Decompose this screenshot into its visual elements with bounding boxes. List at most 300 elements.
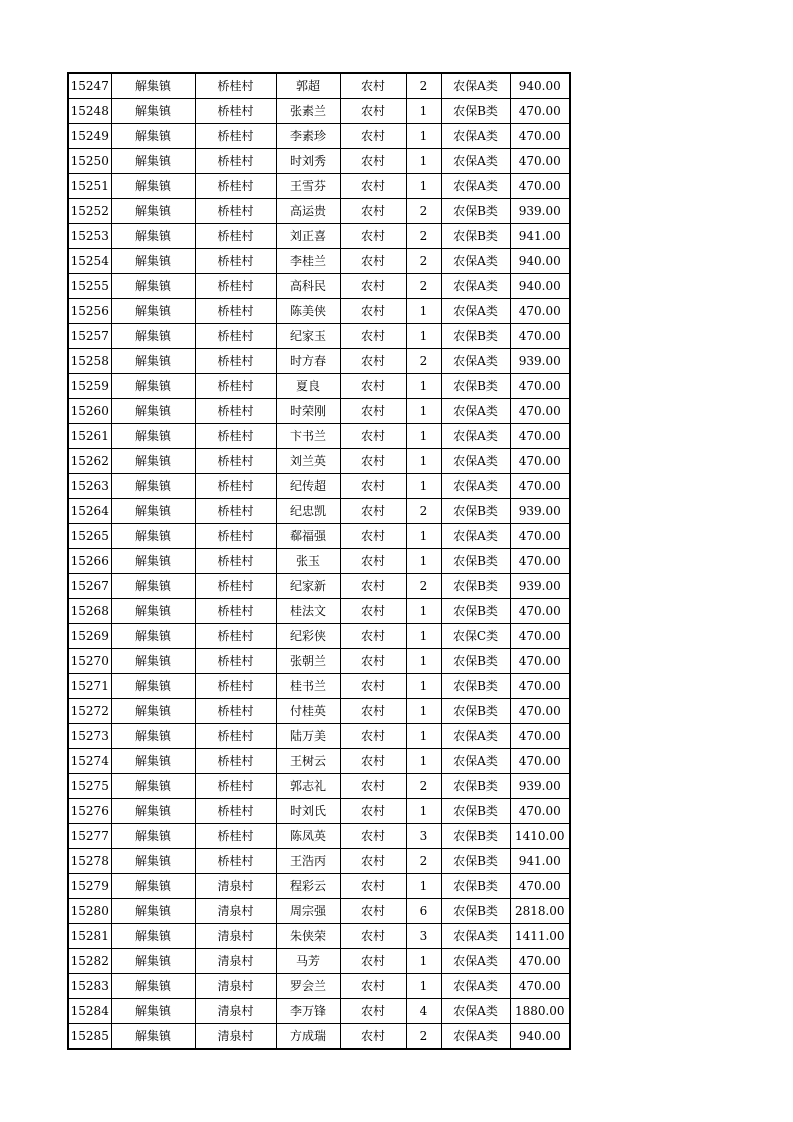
- person-count-cell: 4: [406, 999, 441, 1024]
- category-cell: 农保A类: [441, 949, 510, 974]
- record-id-cell: 15282: [68, 949, 111, 974]
- category-cell: 农保B类: [441, 199, 510, 224]
- village-cell: 桥桂村: [195, 199, 276, 224]
- amount-cell: 941.00: [510, 849, 570, 874]
- category-cell: 农保B类: [441, 774, 510, 799]
- person-count-cell: 1: [406, 149, 441, 174]
- village-cell: 桥桂村: [195, 524, 276, 549]
- table-row: [68, 299, 570, 324]
- person-count-cell: 1: [406, 524, 441, 549]
- person-count-cell: 1: [406, 674, 441, 699]
- table-row: [68, 549, 570, 574]
- category-cell: 农保B类: [441, 649, 510, 674]
- name-cell: 周宗强: [276, 899, 340, 924]
- household-type-cell: 农村: [340, 449, 406, 474]
- person-count-cell: 1: [406, 949, 441, 974]
- town-cell: 解集镇: [111, 474, 195, 499]
- village-cell: 清泉村: [195, 1024, 276, 1050]
- record-id-cell: 15276: [68, 799, 111, 824]
- amount-cell: 470.00: [510, 124, 570, 149]
- person-count-cell: 6: [406, 899, 441, 924]
- household-type-cell: 农村: [340, 424, 406, 449]
- village-cell: 清泉村: [195, 899, 276, 924]
- category-cell: 农保B类: [441, 599, 510, 624]
- amount-cell: 939.00: [510, 199, 570, 224]
- village-cell: 桥桂村: [195, 224, 276, 249]
- name-cell: 罗会兰: [276, 974, 340, 999]
- record-id-cell: 15279: [68, 874, 111, 899]
- town-cell: 解集镇: [111, 899, 195, 924]
- table-row: [68, 949, 570, 974]
- record-id-cell: 15249: [68, 124, 111, 149]
- category-cell: 农保A类: [441, 349, 510, 374]
- town-cell: 解集镇: [111, 624, 195, 649]
- table-row: [68, 73, 570, 99]
- town-cell: 解集镇: [111, 99, 195, 124]
- category-cell: 农保B类: [441, 324, 510, 349]
- household-type-cell: 农村: [340, 124, 406, 149]
- record-id-cell: 15269: [68, 624, 111, 649]
- person-count-cell: 1: [406, 424, 441, 449]
- table-row: [68, 649, 570, 674]
- record-id-cell: 15255: [68, 274, 111, 299]
- person-count-cell: 1: [406, 649, 441, 674]
- household-type-cell: 农村: [340, 674, 406, 699]
- name-cell: 马芳: [276, 949, 340, 974]
- name-cell: 郭志礼: [276, 774, 340, 799]
- amount-cell: 470.00: [510, 949, 570, 974]
- person-count-cell: 2: [406, 774, 441, 799]
- person-count-cell: 2: [406, 199, 441, 224]
- name-cell: 刘正喜: [276, 224, 340, 249]
- village-cell: 桥桂村: [195, 99, 276, 124]
- category-cell: 农保B类: [441, 699, 510, 724]
- town-cell: 解集镇: [111, 674, 195, 699]
- town-cell: 解集镇: [111, 399, 195, 424]
- village-cell: 桥桂村: [195, 274, 276, 299]
- category-cell: 农保A类: [441, 474, 510, 499]
- household-type-cell: 农村: [340, 99, 406, 124]
- record-id-cell: 15271: [68, 674, 111, 699]
- amount-cell: 470.00: [510, 174, 570, 199]
- village-cell: 清泉村: [195, 874, 276, 899]
- table-row: [68, 974, 570, 999]
- table-row: [68, 874, 570, 899]
- person-count-cell: 1: [406, 124, 441, 149]
- record-id-cell: 15268: [68, 599, 111, 624]
- category-cell: 农保B类: [441, 224, 510, 249]
- village-cell: 桥桂村: [195, 424, 276, 449]
- record-id-cell: 15273: [68, 724, 111, 749]
- name-cell: 郭超: [276, 73, 340, 99]
- person-count-cell: 1: [406, 474, 441, 499]
- household-type-cell: 农村: [340, 299, 406, 324]
- town-cell: 解集镇: [111, 249, 195, 274]
- person-count-cell: 3: [406, 924, 441, 949]
- record-id-cell: 15252: [68, 199, 111, 224]
- category-cell: 农保B类: [441, 899, 510, 924]
- household-type-cell: 农村: [340, 524, 406, 549]
- record-id-cell: 15280: [68, 899, 111, 924]
- amount-cell: 940.00: [510, 1024, 570, 1050]
- amount-cell: 470.00: [510, 874, 570, 899]
- person-count-cell: 1: [406, 799, 441, 824]
- category-cell: 农保A类: [441, 249, 510, 274]
- record-id-cell: 15267: [68, 574, 111, 599]
- category-cell: 农保A类: [441, 749, 510, 774]
- table-row: [68, 324, 570, 349]
- name-cell: 王雪芬: [276, 174, 340, 199]
- household-type-cell: 农村: [340, 499, 406, 524]
- amount-cell: 1410.00: [510, 824, 570, 849]
- name-cell: 付桂英: [276, 699, 340, 724]
- name-cell: 王浩丙: [276, 849, 340, 874]
- amount-cell: 470.00: [510, 549, 570, 574]
- village-cell: 桥桂村: [195, 399, 276, 424]
- category-cell: 农保B类: [441, 874, 510, 899]
- name-cell: 郗福强: [276, 524, 340, 549]
- category-cell: 农保B类: [441, 574, 510, 599]
- amount-cell: 470.00: [510, 324, 570, 349]
- village-cell: 桥桂村: [195, 249, 276, 274]
- town-cell: 解集镇: [111, 1024, 195, 1050]
- village-cell: 桥桂村: [195, 649, 276, 674]
- category-cell: 农保A类: [441, 524, 510, 549]
- village-cell: 桥桂村: [195, 624, 276, 649]
- person-count-cell: 2: [406, 274, 441, 299]
- household-type-cell: 农村: [340, 549, 406, 574]
- name-cell: 纪忠凯: [276, 499, 340, 524]
- amount-cell: 939.00: [510, 499, 570, 524]
- category-cell: 农保B类: [441, 549, 510, 574]
- amount-cell: 470.00: [510, 599, 570, 624]
- village-cell: 桥桂村: [195, 299, 276, 324]
- category-cell: 农保A类: [441, 724, 510, 749]
- table-row: [68, 224, 570, 249]
- household-type-cell: 农村: [340, 649, 406, 674]
- name-cell: 卞书兰: [276, 424, 340, 449]
- table-row: [68, 824, 570, 849]
- town-cell: 解集镇: [111, 724, 195, 749]
- name-cell: 纪家玉: [276, 324, 340, 349]
- person-count-cell: 3: [406, 824, 441, 849]
- category-cell: 农保A类: [441, 299, 510, 324]
- name-cell: 时刘氏: [276, 799, 340, 824]
- town-cell: 解集镇: [111, 73, 195, 99]
- name-cell: 时刘秀: [276, 149, 340, 174]
- table-row: [68, 174, 570, 199]
- town-cell: 解集镇: [111, 374, 195, 399]
- town-cell: 解集镇: [111, 874, 195, 899]
- household-type-cell: 农村: [340, 199, 406, 224]
- table-row: [68, 924, 570, 949]
- table-row: [68, 599, 570, 624]
- table-row: [68, 499, 570, 524]
- name-cell: 陈凤英: [276, 824, 340, 849]
- person-count-cell: 2: [406, 73, 441, 99]
- name-cell: 王树云: [276, 749, 340, 774]
- amount-cell: 470.00: [510, 449, 570, 474]
- amount-cell: 939.00: [510, 349, 570, 374]
- town-cell: 解集镇: [111, 799, 195, 824]
- village-cell: 桥桂村: [195, 149, 276, 174]
- village-cell: 桥桂村: [195, 749, 276, 774]
- person-count-cell: 1: [406, 624, 441, 649]
- person-count-cell: 1: [406, 174, 441, 199]
- household-type-cell: 农村: [340, 374, 406, 399]
- village-cell: 桥桂村: [195, 73, 276, 99]
- household-type-cell: 农村: [340, 849, 406, 874]
- person-count-cell: 1: [406, 874, 441, 899]
- record-id-cell: 15265: [68, 524, 111, 549]
- table-row: [68, 899, 570, 924]
- household-type-cell: 农村: [340, 274, 406, 299]
- name-cell: 高运贵: [276, 199, 340, 224]
- town-cell: 解集镇: [111, 549, 195, 574]
- name-cell: 桂书兰: [276, 674, 340, 699]
- category-cell: 农保A类: [441, 399, 510, 424]
- household-type-cell: 农村: [340, 249, 406, 274]
- village-cell: 桥桂村: [195, 599, 276, 624]
- household-type-cell: 农村: [340, 399, 406, 424]
- amount-cell: 470.00: [510, 424, 570, 449]
- record-id-cell: 15285: [68, 1024, 111, 1050]
- town-cell: 解集镇: [111, 349, 195, 374]
- household-type-cell: 农村: [340, 73, 406, 99]
- amount-cell: 940.00: [510, 274, 570, 299]
- table-row: [68, 524, 570, 549]
- town-cell: 解集镇: [111, 424, 195, 449]
- person-count-cell: 2: [406, 1024, 441, 1050]
- town-cell: 解集镇: [111, 999, 195, 1024]
- name-cell: 纪传超: [276, 474, 340, 499]
- roster-table: [67, 72, 571, 1050]
- category-cell: 农保B类: [441, 499, 510, 524]
- person-count-cell: 1: [406, 374, 441, 399]
- person-count-cell: 1: [406, 399, 441, 424]
- town-cell: 解集镇: [111, 924, 195, 949]
- table-row: [68, 424, 570, 449]
- table-row: [68, 99, 570, 124]
- person-count-cell: 2: [406, 349, 441, 374]
- village-cell: 桥桂村: [195, 499, 276, 524]
- table-row: [68, 199, 570, 224]
- village-cell: 桥桂村: [195, 724, 276, 749]
- town-cell: 解集镇: [111, 199, 195, 224]
- amount-cell: 470.00: [510, 299, 570, 324]
- category-cell: 农保A类: [441, 149, 510, 174]
- category-cell: 农保B类: [441, 799, 510, 824]
- record-id-cell: 15260: [68, 399, 111, 424]
- name-cell: 张素兰: [276, 99, 340, 124]
- household-type-cell: 农村: [340, 624, 406, 649]
- household-type-cell: 农村: [340, 949, 406, 974]
- household-type-cell: 农村: [340, 699, 406, 724]
- name-cell: 刘兰英: [276, 449, 340, 474]
- category-cell: 农保A类: [441, 974, 510, 999]
- amount-cell: 1411.00: [510, 924, 570, 949]
- village-cell: 桥桂村: [195, 374, 276, 399]
- table-row: [68, 699, 570, 724]
- household-type-cell: 农村: [340, 149, 406, 174]
- village-cell: 桥桂村: [195, 549, 276, 574]
- amount-cell: 470.00: [510, 624, 570, 649]
- table-row: [68, 574, 570, 599]
- amount-cell: 940.00: [510, 73, 570, 99]
- record-id-cell: 15259: [68, 374, 111, 399]
- household-type-cell: 农村: [340, 874, 406, 899]
- amount-cell: 470.00: [510, 724, 570, 749]
- village-cell: 桥桂村: [195, 574, 276, 599]
- town-cell: 解集镇: [111, 299, 195, 324]
- village-cell: 桥桂村: [195, 824, 276, 849]
- household-type-cell: 农村: [340, 974, 406, 999]
- record-id-cell: 15278: [68, 849, 111, 874]
- town-cell: 解集镇: [111, 774, 195, 799]
- record-id-cell: 15258: [68, 349, 111, 374]
- name-cell: 朱侠荣: [276, 924, 340, 949]
- name-cell: 李万锋: [276, 999, 340, 1024]
- record-id-cell: 15270: [68, 649, 111, 674]
- amount-cell: 470.00: [510, 699, 570, 724]
- record-id-cell: 15281: [68, 924, 111, 949]
- person-count-cell: 2: [406, 249, 441, 274]
- table-row: [68, 1024, 570, 1050]
- record-id-cell: 15266: [68, 549, 111, 574]
- amount-cell: 940.00: [510, 249, 570, 274]
- amount-cell: 939.00: [510, 574, 570, 599]
- household-type-cell: 农村: [340, 224, 406, 249]
- household-type-cell: 农村: [340, 824, 406, 849]
- amount-cell: 2818.00: [510, 899, 570, 924]
- table-row: [68, 624, 570, 649]
- person-count-cell: 2: [406, 224, 441, 249]
- village-cell: 桥桂村: [195, 699, 276, 724]
- record-id-cell: 15277: [68, 824, 111, 849]
- amount-cell: 470.00: [510, 799, 570, 824]
- town-cell: 解集镇: [111, 824, 195, 849]
- village-cell: 桥桂村: [195, 124, 276, 149]
- town-cell: 解集镇: [111, 224, 195, 249]
- record-id-cell: 15284: [68, 999, 111, 1024]
- amount-cell: 939.00: [510, 774, 570, 799]
- category-cell: 农保B类: [441, 99, 510, 124]
- category-cell: 农保C类: [441, 624, 510, 649]
- record-id-cell: 15262: [68, 449, 111, 474]
- name-cell: 时荣刚: [276, 399, 340, 424]
- record-id-cell: 15274: [68, 749, 111, 774]
- village-cell: 桥桂村: [195, 449, 276, 474]
- table-row: [68, 474, 570, 499]
- category-cell: 农保A类: [441, 124, 510, 149]
- household-type-cell: 农村: [340, 324, 406, 349]
- table-row: [68, 149, 570, 174]
- table-row: [68, 249, 570, 274]
- record-id-cell: 15264: [68, 499, 111, 524]
- amount-cell: 470.00: [510, 749, 570, 774]
- name-cell: 李素珍: [276, 124, 340, 149]
- record-id-cell: 15256: [68, 299, 111, 324]
- town-cell: 解集镇: [111, 649, 195, 674]
- household-type-cell: 农村: [340, 174, 406, 199]
- category-cell: 农保A类: [441, 274, 510, 299]
- town-cell: 解集镇: [111, 699, 195, 724]
- name-cell: 高科民: [276, 274, 340, 299]
- village-cell: 清泉村: [195, 924, 276, 949]
- person-count-cell: 1: [406, 549, 441, 574]
- amount-cell: 470.00: [510, 399, 570, 424]
- town-cell: 解集镇: [111, 749, 195, 774]
- village-cell: 桥桂村: [195, 674, 276, 699]
- village-cell: 桥桂村: [195, 774, 276, 799]
- amount-cell: 941.00: [510, 224, 570, 249]
- record-id-cell: 15257: [68, 324, 111, 349]
- person-count-cell: 1: [406, 449, 441, 474]
- name-cell: 方成瑞: [276, 1024, 340, 1050]
- table-row: [68, 399, 570, 424]
- household-type-cell: 农村: [340, 599, 406, 624]
- amount-cell: 470.00: [510, 649, 570, 674]
- category-cell: 农保B类: [441, 849, 510, 874]
- amount-cell: 470.00: [510, 374, 570, 399]
- record-id-cell: 15261: [68, 424, 111, 449]
- category-cell: 农保A类: [441, 73, 510, 99]
- amount-cell: 470.00: [510, 974, 570, 999]
- name-cell: 时方春: [276, 349, 340, 374]
- person-count-cell: 2: [406, 574, 441, 599]
- household-type-cell: 农村: [340, 474, 406, 499]
- person-count-cell: 1: [406, 749, 441, 774]
- person-count-cell: 1: [406, 99, 441, 124]
- record-id-cell: 15283: [68, 974, 111, 999]
- village-cell: 桥桂村: [195, 324, 276, 349]
- person-count-cell: 2: [406, 849, 441, 874]
- household-type-cell: 农村: [340, 574, 406, 599]
- person-count-cell: 1: [406, 599, 441, 624]
- village-cell: 桥桂村: [195, 174, 276, 199]
- table-row: [68, 849, 570, 874]
- village-cell: 桥桂村: [195, 849, 276, 874]
- town-cell: 解集镇: [111, 574, 195, 599]
- name-cell: 纪家新: [276, 574, 340, 599]
- town-cell: 解集镇: [111, 849, 195, 874]
- record-id-cell: 15247: [68, 73, 111, 99]
- table-row: [68, 374, 570, 399]
- name-cell: 陈美侠: [276, 299, 340, 324]
- amount-cell: 470.00: [510, 149, 570, 174]
- town-cell: 解集镇: [111, 174, 195, 199]
- name-cell: 陆万美: [276, 724, 340, 749]
- amount-cell: 470.00: [510, 524, 570, 549]
- category-cell: 农保B类: [441, 674, 510, 699]
- household-type-cell: 农村: [340, 749, 406, 774]
- amount-cell: 470.00: [510, 674, 570, 699]
- household-type-cell: 农村: [340, 899, 406, 924]
- name-cell: 纪彩侠: [276, 624, 340, 649]
- table-row: [68, 349, 570, 374]
- name-cell: 张朝兰: [276, 649, 340, 674]
- town-cell: 解集镇: [111, 524, 195, 549]
- category-cell: 农保A类: [441, 1024, 510, 1050]
- town-cell: 解集镇: [111, 274, 195, 299]
- town-cell: 解集镇: [111, 124, 195, 149]
- village-cell: 清泉村: [195, 999, 276, 1024]
- name-cell: 张玉: [276, 549, 340, 574]
- table-row: [68, 999, 570, 1024]
- name-cell: 程彩云: [276, 874, 340, 899]
- amount-cell: 470.00: [510, 99, 570, 124]
- household-type-cell: 农村: [340, 724, 406, 749]
